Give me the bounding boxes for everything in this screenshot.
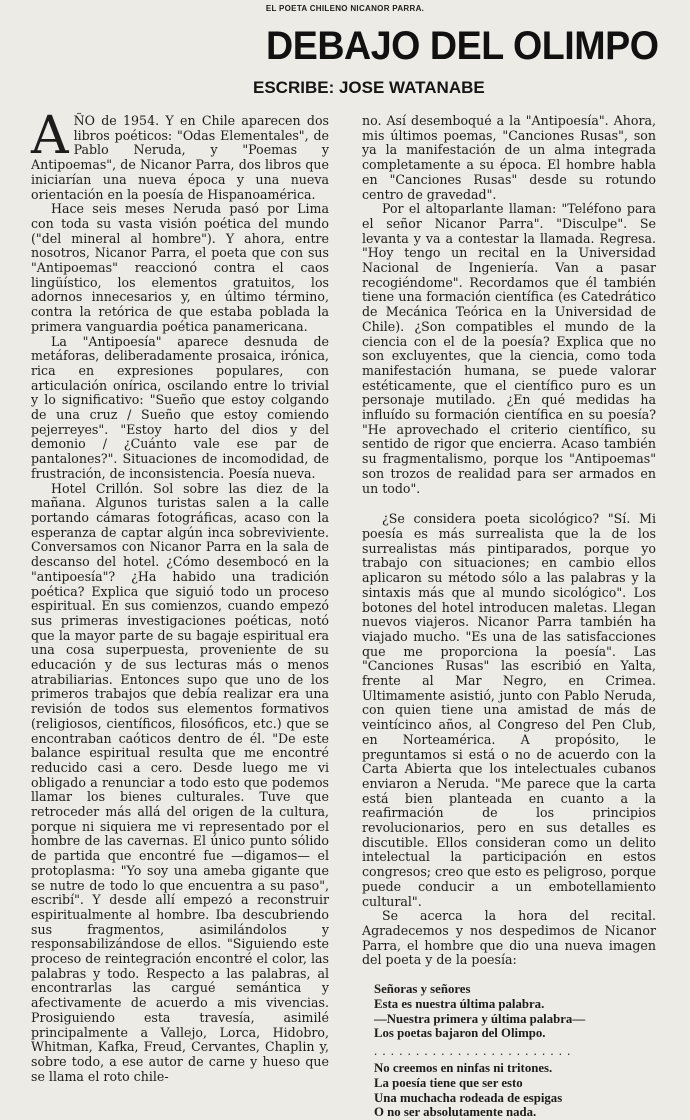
paragraph: no. Así desemboqué a la "Antipoesía". Ahora, mis últimos poemas, "Canciones Rusas", son ya la manifestación de un alma integrada completamente a su época. El hombre habla en "Canciones Rusas" desde su rotundo centro de gravedad". <box>362 113 656 202</box>
poem-line: No creemos en ninfas ni tritones. <box>374 1061 553 1076</box>
paragraph: Se acerca la hora del recital. Agradecemos y nos despedimos de Nicanor Parra, el hombre que dio una nueva imagen del poeta y de la poesía: <box>362 908 656 968</box>
poem-line: Señoras y señores <box>374 982 471 997</box>
drop-cap: A <box>31 106 69 166</box>
poem-line: Una muchacha rodeada de espigas <box>374 1090 563 1105</box>
poem-line: —Nuestra primera y última palabra— <box>374 1011 586 1026</box>
poem-line: Esta es nuestra última palabra. <box>374 996 545 1011</box>
poem-line: O no ser absolutamente nada. <box>374 1105 537 1120</box>
poem <box>374 982 656 1120</box>
poem-line: La poesía tiene que ser esto <box>374 1075 523 1090</box>
paragraph <box>31 106 329 202</box>
paragraph: Hotel Crillón. Sol sobre las diez de la mañana. Algunos turistas salen a la calle portando cámaras fotográficas, acaso con la esperanza de captar algún inca sobreviviente. Conversamos con Nicanor Parra en la sala de descanso del hotel. ¿Cómo desembocó en la "antipoesía"? ¿Ha habido una tradición poética? Explica que siguió todo un proceso espiritual. En sus comienzos, cuando empezó sus primeras investigaciones poéticas, notó que la mayor parte de su bagaje espiritual era una cosa superpuesta, proveniente de su educación y de sus lecturas más o menos atrabiliarias. Entonces supo que uno de los primeros trabajos que debía realizar era una revisión de todos sus elementos formativos (religiosos, científicos, filosóficos, etc.) que se encontraban caóticos dentro de él. "De este balance espiritual resulta que me encontré reducido casi a cero. Desde luego me vi obligado a renunciar a todo esto que podemos llamar los bienes culturales. Tuve que retroceder más allá del origen de la cultura, porque ni siquiera me vi representado por el hombre de las cavernas. El único punto sólido de partida que encontré fue —digamos— el protoplasma: "Yo soy una ameba gigante que se nutre de todo lo que encuentra a su paso", escribí". Y desde allí empezó a reconstruir espiritualmente al hombre. Iba descubriendo sus fragmentos, asimilándolos y responsabilizándose de ellos. "Siguiendo este proceso de reintegración encontré el color, las palabras y todo. Respecto a las palabras, al encontrarlas las cargué semántica y afectivamente de acuerdo a mis vivencias. Prosiguiendo esta travesía, asimilé principalmente a Vallejo, Lorca, Hidobro, Whitman, Kafka, Freud, Cervantes, Chaplin y, sobre todo, a ese autor de carne y hueso que se llama el roto chile- <box>31 480 329 1084</box>
poem-line: Los poetas bajaron del Olimpo. <box>374 1026 546 1041</box>
headline: DEBAJO DEL OLIMPO <box>265 24 658 68</box>
paragraph: La "Antipoesía" aparece desnuda de metáforas, deliberadamente prosaica, irónica, rica en expresiones populares, con articulación onírica, oscilando entre lo trivial y lo significativo: "Sueño que estoy colgando de una cruz / Sueño que estoy comiendo pejerreyes". "Estoy harto del dios y del demonio / ¿Cuánto vale ese par de pantalones?". Situaciones de incomodidad, de frustración, de inconsistencia. Poesía nueva. <box>31 333 329 481</box>
paragraph: Hace seis meses Neruda pasó por Lima con toda su vasta visión poética del mundo ("del mineral al hombre"). Y ahora, entre nosotros, Nicanor Parra, el poeta que con sus "Antipoemas" reaccionó contra el caos lingüístico, los elementos gratuitos, los adornos innecesarios y, en último término, contra la retórica de que estaba poblada la primera vanguardia poética panamericana. <box>31 201 329 334</box>
byline: ESCRIBE: JOSE WATANABE <box>253 78 485 97</box>
left-column <box>31 106 329 1084</box>
right-column <box>362 114 656 1120</box>
paragraph: ¿Se considera poeta sicológico? "Sí. Mi poesía es más surrealista que la de los surrealistas más pintiparados, porque yo trabajo con situaciones; en cambio ellos aplicaron su método sólo a las palabras y la sintaxis más que al mundo sicológico". Los botones del hotel introducen maletas. Llegan nuevos viajeros. Nicanor Parra también ha viajado mucho. "Es una de las satisfacciones que me proporciona la poesía". Las "Canciones Rusas" las escribió en Yalta, frente al Mar Negro, en Crimea. Ultimamente asistió, junto con Pablo Neruda, con quien tiene una amistad de más de veintícinco años, al Congreso del Pen Club, en Norteamérica. A propósito, le preguntamos si está o no de acuerdo con la Carta Abierta que los intelectuales cubanos enviaron a Neruda. "Me parece que la carta está bien planteada en cuanto a la reafirmación de los principios revolucionarios, pero en sus detalles es discutible. Ellos consideran como un delito intelectual la participación en estos congresos; creo que esto es peligroso, porque puede conducir a un embotellamiento cultural". <box>362 511 656 909</box>
section-gap <box>362 496 656 512</box>
paragraph-text: ÑO de 1954. Y en Chile aparecen dos libros poéticos: "Odas Elementales", de Pablo Neruda, y "Poemas y Antipoemas", de Nicanor Parra, dos libros que iniciarían una nueva época y una nueva orientación en la poesía de Hispanoamérica. <box>31 113 329 202</box>
poem-separator: . . . . . . . . . . . . . . . . . . . . . . . . <box>374 1044 572 1059</box>
paragraph: Por el altoparlante llaman: "Teléfono para el señor Nicanor Parra". "Disculpe". Se levanta y va a contestar la llamada. Regresa. "Hoy tengo un recital en la Universidad Nacional de Ingeniería. Van a pasar recogiéndome". Recordamos que él también tiene una formación científica (es Catedrático de Mecánica Teórica en la Universidad de Chile). ¿Son compatibles el mundo de la ciencia con el de la poesía? Explica que no son excluyentes, que la ciencia, como toda manifestación humana, se puede valorar estéticamente, que el científico puro es un personaje mutilado. ¿En qué medidas ha influído su formación científica en su poesía? "He aprovechado el criterio científico, su sentido de rigor que encierra. Acaso también su fragmentalismo, porque los "Antipoemas" son trozos de realidad para ser armados en un todo". <box>362 201 656 496</box>
kicker: EL POETA CHILENO NICANOR PARRA. <box>265 4 425 13</box>
